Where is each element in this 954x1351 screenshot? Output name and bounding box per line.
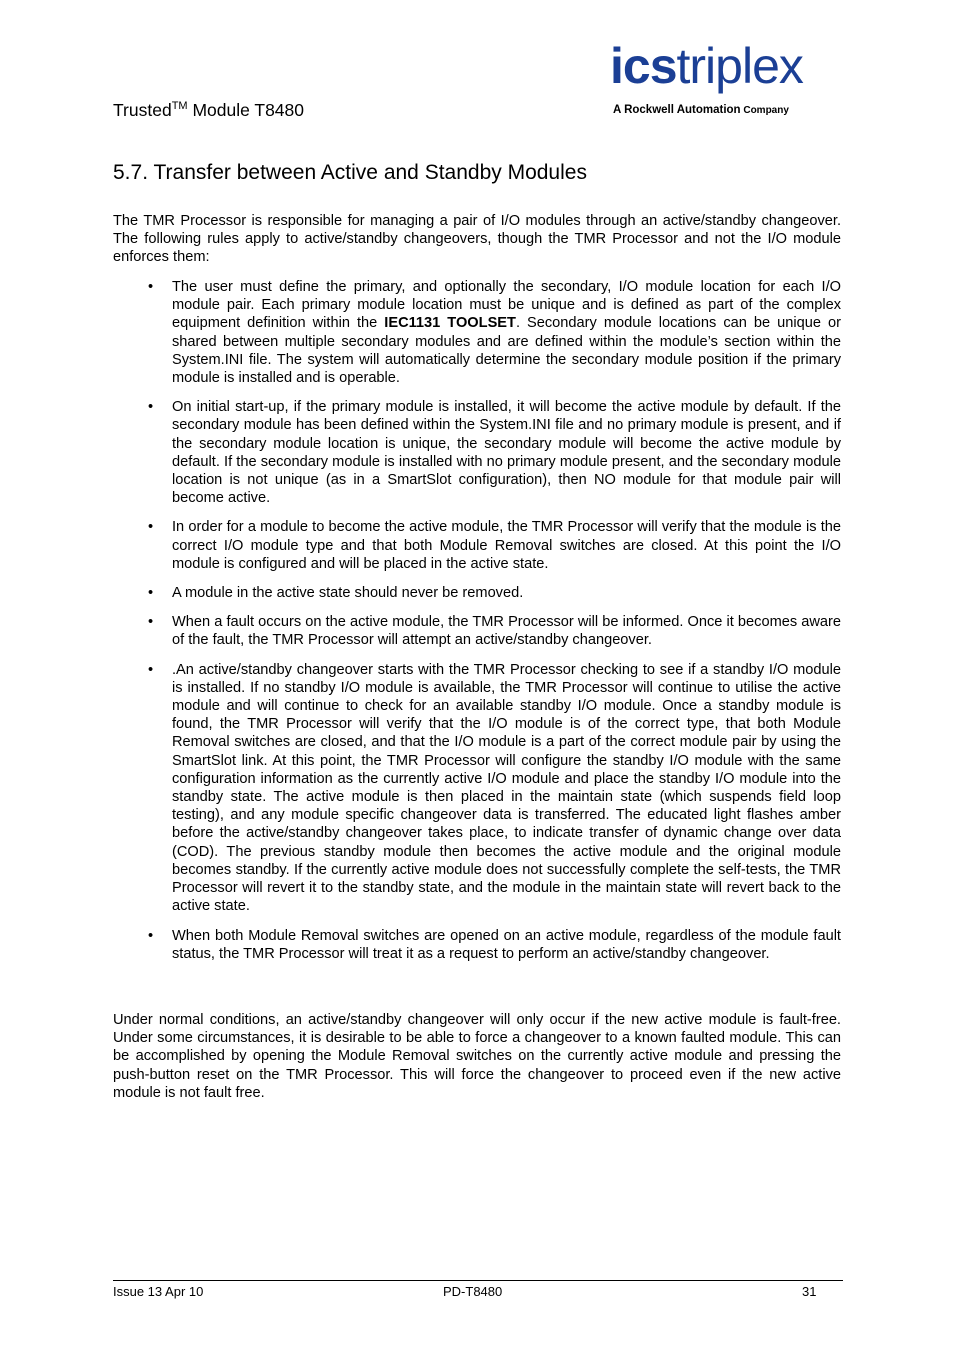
list-item — [113, 398, 841, 507]
logo-tagline-company: Company — [740, 105, 789, 116]
document-title — [113, 100, 304, 121]
logo-ics: ics — [610, 38, 677, 94]
list-item — [113, 584, 841, 602]
bullet3-text: In order for a module to become the active module, the TMR Processor will verify that the module is the correct I/O module type and that both Module Removal switches are closed. At this point the I/O module is configured and will be placed in the active state. — [172, 519, 841, 572]
bullet4-text: A module in the active state should never be removed. — [172, 585, 524, 602]
footer-divider — [113, 1280, 843, 1281]
title-suffix: Module T8480 — [187, 100, 305, 120]
rules-list — [113, 278, 841, 974]
bullet-glyph: • — [148, 927, 154, 944]
logo-tagline-main: A Rockwell Automation — [613, 104, 741, 116]
bullet-glyph: • — [148, 279, 154, 295]
bullet-glyph: • — [148, 614, 154, 631]
trademark-mark: TM — [171, 100, 188, 112]
closing-paragraph: Under normal conditions, an active/standby changeover will only occur if the new active module is fault-free. Under some circumstances, it is desirable to be able to force a changeover to a known faulted module. This can be accomplished by opening the Module Removal switches on the currently active module and pressing the push-button reset on the TMR Processor. This will force the changeover to proceed even if the new active module is not fault free. — [113, 1012, 841, 1101]
bullet-glyph: • — [148, 519, 154, 536]
logo-tagline — [613, 104, 789, 116]
ics-triplex-logo — [610, 38, 844, 122]
bullet7-text: When both Module Removal switches are opened on an active module, regardless of the module fault status, the TMR Processor will treat it as a request to perform an active/standby changeover. — [172, 927, 841, 962]
logo-triplex: triplex — [676, 38, 803, 94]
list-item — [113, 927, 841, 963]
footer-page-number: 31 — [802, 1284, 817, 1299]
bullet2-text: On initial start-up, if the primary module is installed, it will become the active module by default. If the secondary module has been defined within the System.INI file and no primary module is present, and if the secondary module location is unique, the secondary module will become the active module by default. If the secondary module is installed with no primary module present, and the secondary module location is not unique (as in a SmartSlot configuration), then NO module for that module pair will become active. — [172, 399, 841, 507]
bullet-glyph: • — [148, 661, 154, 678]
bullet6-text: .An active/standby changeover starts with the TMR Processor checking to see if a standby I/O module is installed. If no standby I/O module is available, the TMR Processor will continue to utilise the active module and will continue to check for an available standby I/O module. Once a standby module is found, the TMR Processor will verify that the I/O module is of the correct type, that both Module Removal switches are closed, and that the I/O module is a part of the correct module pair by using the SmartSlot link. At this point, the TMR Processor will configure the standby I/O module with the same configuration information as the currently active I/O module and place the standby I/O module into the standby state. The active module is then placed in the maintain state (which suspends field loop testing), and any module specific changeover data is transferred. The educated light flashes amber before the active/standby changeover takes place, to indicate transfer of dynamic change over data (COD). The previous standby module then becomes the active module and the original module becomes standby. If the currently active module does not successfully complete the self-tests, the TMR Processor will revert it to the standby state, and the module in the maintain state will revert back to the active state. — [172, 661, 841, 915]
title-prefix: Trusted — [113, 100, 172, 120]
bullet5-text: When a fault occurs on the active module, the TMR Processor will be informed. Once it becomes aware of the fault, the TMR Processor will attempt an active/standby changeover. — [172, 614, 841, 649]
list-item — [113, 278, 841, 387]
bullet-glyph: • — [148, 399, 154, 416]
toolset-name: IEC1131 TOOLSET — [384, 315, 516, 332]
intro-paragraph: The TMR Processor is responsible for managing a pair of I/O modules through an active/standby changeover. The following rules apply to active/standby changeovers, though the TMR Processor and not the I/O module enforces them: — [113, 213, 841, 266]
logo-wordmark — [610, 36, 803, 96]
bullet-glyph: • — [148, 585, 154, 602]
footer-document-id: PD-T8480 — [443, 1284, 503, 1299]
bullet1-text-a: The user must define the primary, and optionally the secondary, I/O module location for each I/O module pair. Each primary module location must be unique and is defined as part of the complex equipment definition within the — [172, 279, 841, 332]
bullet1-text-b: . Secondary module locations can be unique or shared between multiple secondary modules and are defined within the module’s section within the System.INI file. The system will automatically determine the secondary module position if the primary module is installed and is operable. — [172, 315, 841, 387]
list-item — [113, 518, 841, 573]
footer-issue: Issue 13 Apr 10 — [113, 1284, 204, 1299]
list-item — [113, 613, 841, 649]
list-item — [113, 661, 841, 916]
section-heading: 5.7. Transfer between Active and Standby Modules — [113, 161, 587, 184]
